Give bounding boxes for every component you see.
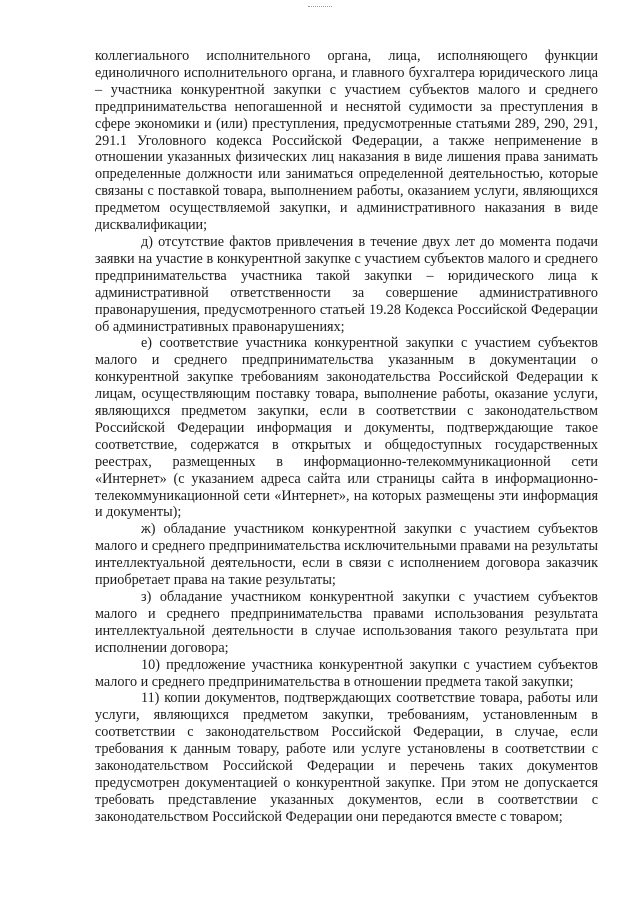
paragraph-item-z: з) обладание участником конкурентной закупки с участием субъектов малого и среднего предпринимательства правами использования результата интеллектуальной деятельности в случае использования такого результата при исполнении договора; [95, 589, 598, 656]
document-body [95, 48, 598, 826]
paragraph-item-11: 11) копии документов, подтверждающих соответствие товара, работы или услуги, являющихся предметом закупки, требованиям, установленным в соответствии с законодательством Российской Федерации, в случае, если требования к данным товару, работе или услуге установлены в соответствии с законодательством Российской Федерации и перечень таких документов предусмотрен документацией о конкурентной закупке. При этом не допускается требовать представление указанных документов, если в соответствии с законодательством Российской Федерации они передаются вместе с товаром; [95, 690, 598, 825]
paragraph-item-d: д) отсутствие фактов привлечения в течение двух лет до момента подачи заявки на участие в конкурентной закупке с участием субъектов малого и среднего предпринимательства участника такой закупки – юридического лица к административной ответственности за совершение административного правонарушения, предусмотренного статьей 19.28 Кодекса Российской Федерации об административных правонарушениях; [95, 233, 598, 335]
paragraph-continuation: коллегиального исполнительного органа, лица, исполняющего функции единоличного исполнительного органа, и главного бухгалтера юридического лица – участника конкурентной закупки с участием субъектов малого и среднего предпринимательства непогашенной и неснятой судимости за преступления в сфере экономики и (или) преступления, предусмотренные статьями 289, 290, 291, 291.1 Уголовного кодекса Российской Федерации, а также неприменение в отношении указанных физических лиц наказания в виде лишения права занимать определенные должности или заниматься определенной деятельностью, которые связаны с поставкой товара, выполнением работы, оказанием услуги, являющихся предметом осуществляемой закупки, и административного наказания в виде дисквалификации; [95, 48, 598, 234]
paragraph-item-zh: ж) обладание участником конкурентной закупки с участием субъектов малого и среднего предпринимательства исключительными правами на результаты интеллектуальной деятельности, если в связи с исполнением договора заказчик приобретает права на такие результаты; [95, 521, 598, 589]
page-header-mark [308, 6, 332, 8]
paragraph-item-e: е) соответствие участника конкурентной закупки с участием субъектов малого и среднего предпринимательства указанным в документации о конкурентной закупке требованиям законодательства Российской Федерации к лицам, осуществляющим поставку товара, выполнение работы, оказание услуги, являющихся предметом закупки, если в соответствии с законодательством Российской Федерации информация и документы, подтверждающие такое соответствие, содержатся в открытых и общедоступных государственных реестрах, размещенных в информационно-телекоммуникационной сети «Интернет» (с указанием адреса сайта или страницы сайта в информационно-телекоммуникационной сети «Интернет», на которых размещены эти информация и документы); [95, 335, 598, 521]
paragraph-item-10: 10) предложение участника конкурентной закупки с участием субъектов малого и среднего предпринимательства в отношении предмета такой закупки; [95, 656, 598, 690]
